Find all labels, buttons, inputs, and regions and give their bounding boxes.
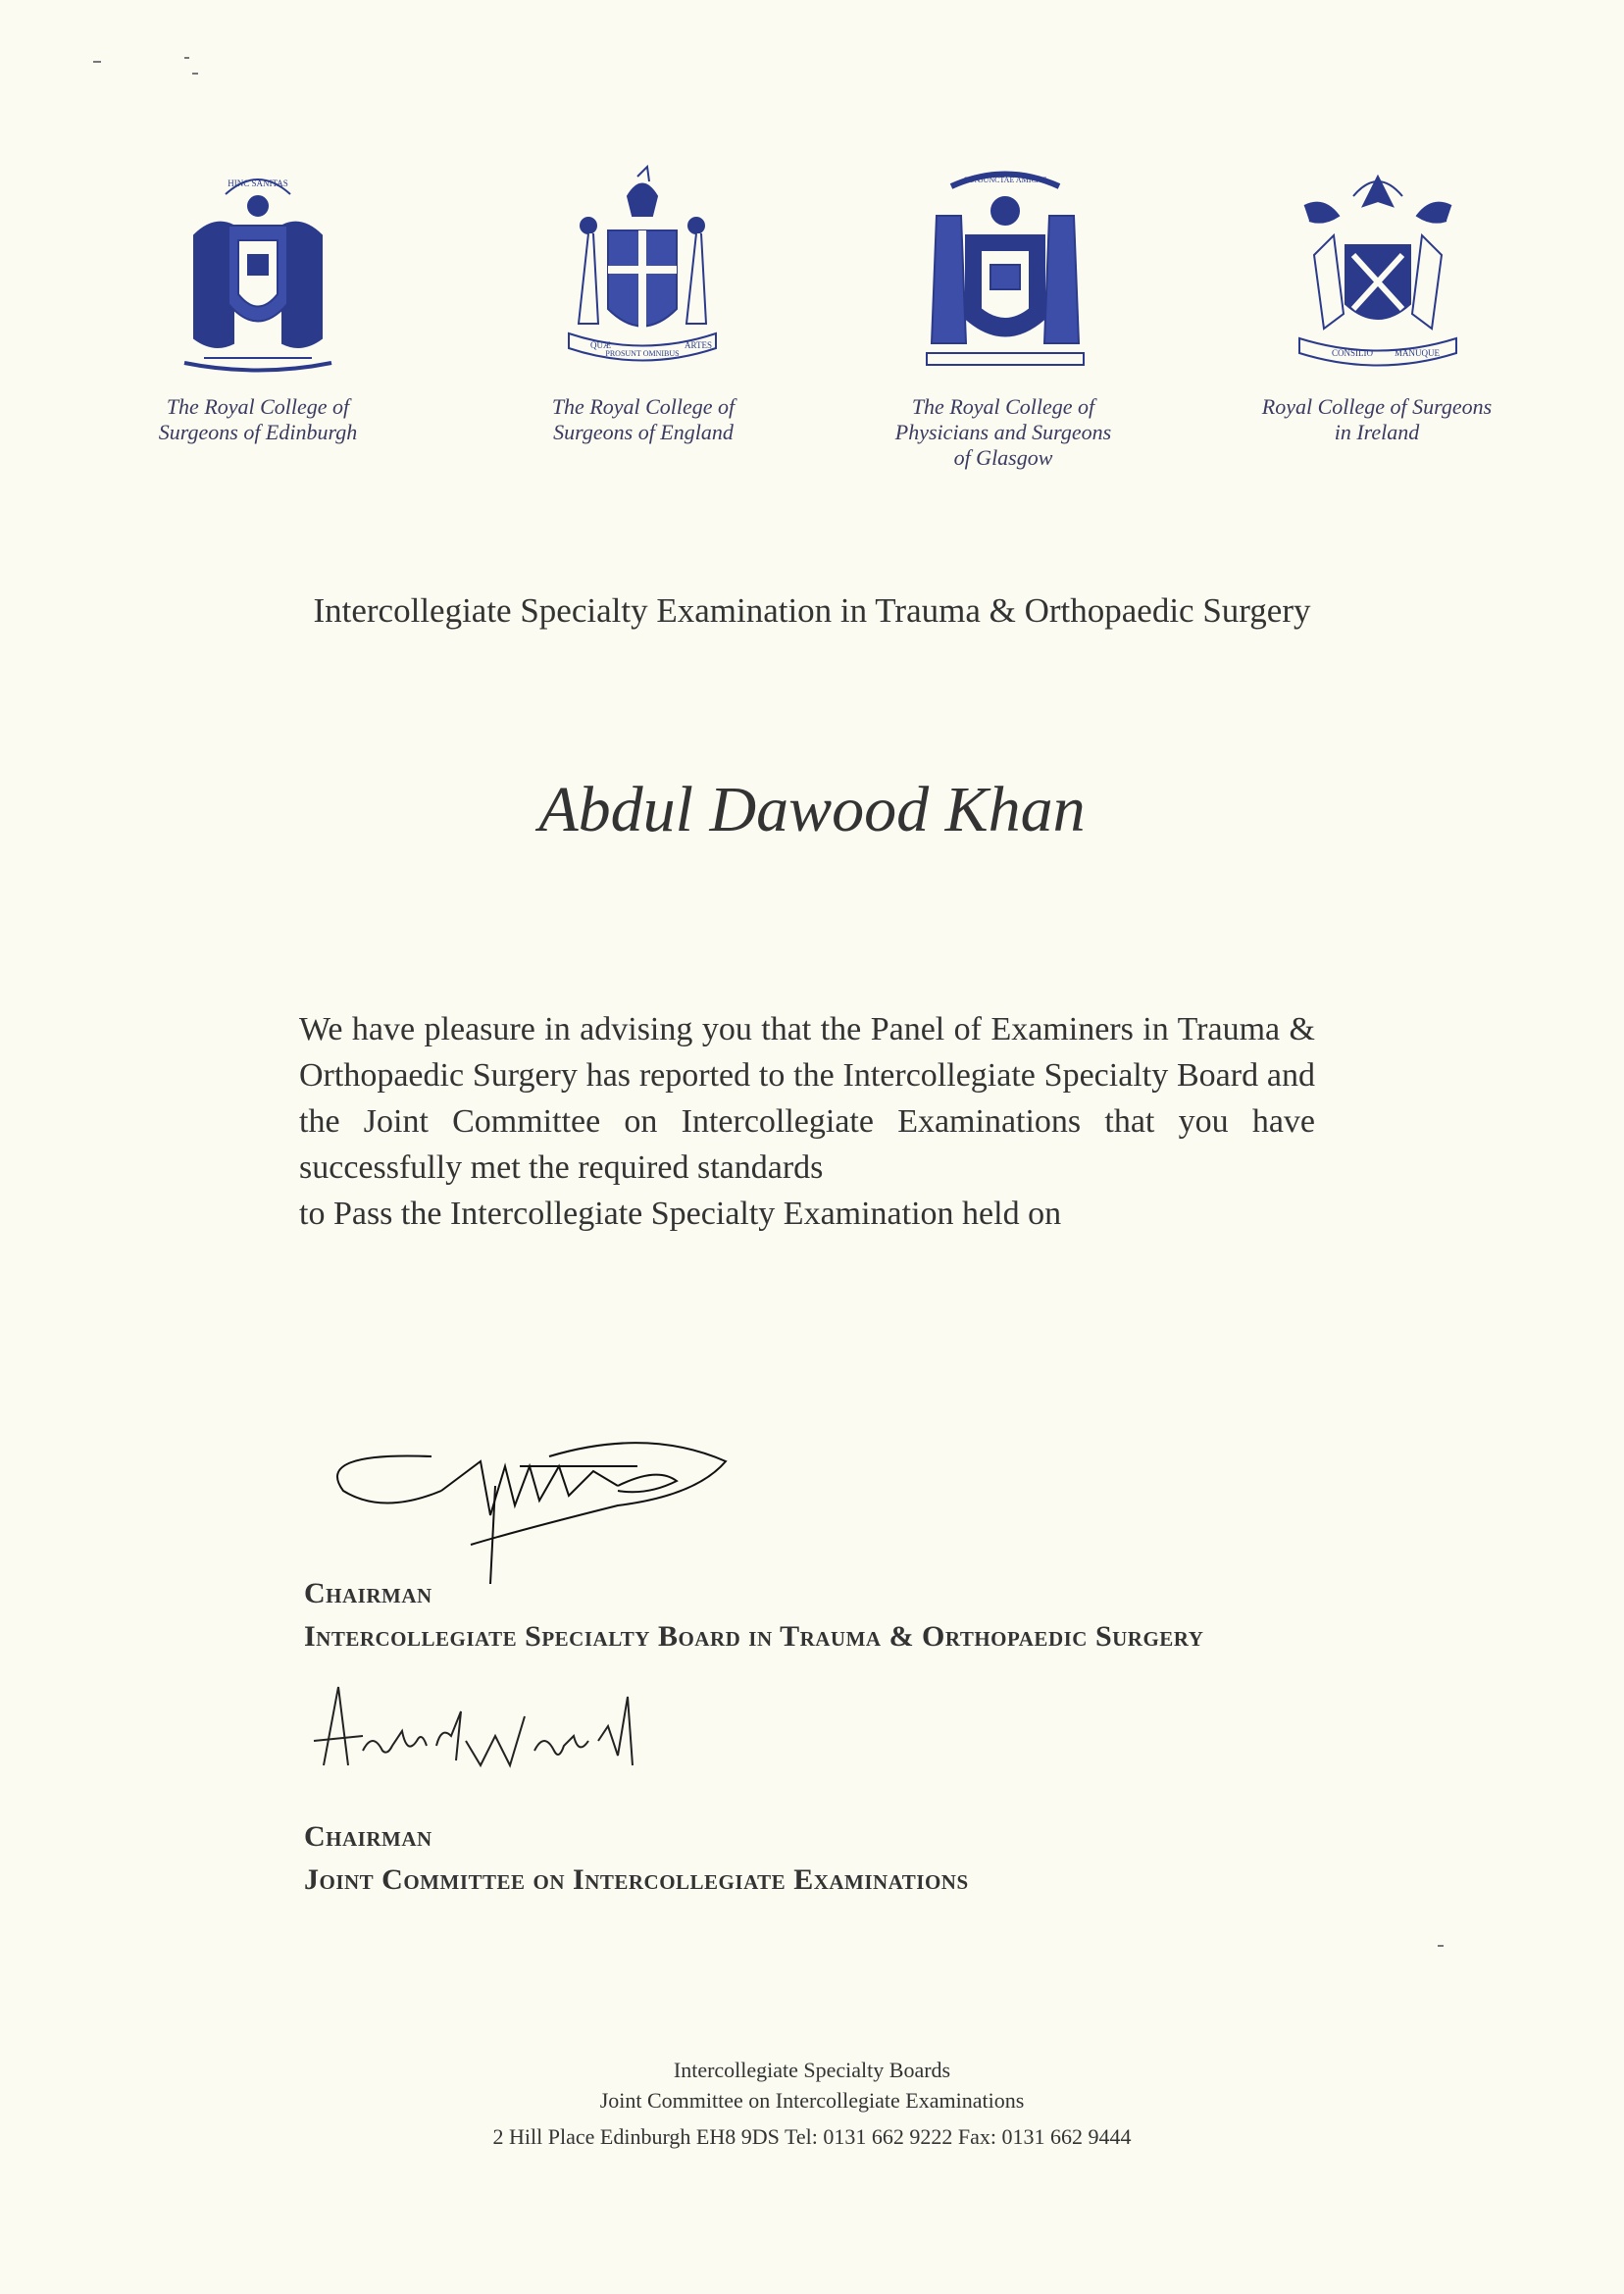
edinburgh-motto: HINC SANITAS — [228, 178, 288, 188]
college-name-line: Surgeons of England — [553, 420, 734, 444]
body-paragraph — [299, 1006, 1315, 1237]
signatory-role-2: Chairman — [304, 1820, 432, 1853]
signatory-body-2: Joint Committee on Intercollegiate Examinations — [304, 1863, 969, 1896]
college-name-england — [496, 394, 790, 445]
paper-speck — [192, 73, 198, 75]
signature-chairman-joint-committee — [294, 1657, 726, 1785]
england-motto-center: PROSUNT OMNIBUS — [605, 349, 680, 358]
exam-title: Intercollegiate Specialty Examination in Trauma & Orthopaedic Surgery — [313, 591, 1311, 630]
glasgow-motto: CONJUNCTAE AMICAE — [963, 176, 1047, 184]
paper-speck — [1438, 1945, 1444, 1947]
college-name-line: Surgeons of Edinburgh — [158, 420, 358, 444]
glasgow-crest-icon — [912, 157, 1098, 382]
college-name-line: of Glasgow — [953, 445, 1053, 470]
college-name-line: The Royal College of — [911, 394, 1095, 419]
england-crest-icon — [549, 157, 736, 382]
ireland-crest-icon — [1285, 157, 1471, 382]
paper-speck — [184, 57, 189, 59]
college-name-line: The Royal College of — [551, 394, 736, 419]
college-name-edinburgh — [111, 394, 405, 445]
ireland-motto-left: CONSILIO — [1332, 348, 1373, 358]
college-name-line: Royal College of Surgeons — [1261, 394, 1493, 419]
signature-chairman-board — [324, 1407, 814, 1584]
body-text-main: We have pleasure in advising you that the Panel of Examiners in Trauma & Orthopaedic Surgery has reported to the Intercollegiate Specialty Board and the Joint Committee on Intercollegiate Examinations that you have successfully met the required standards — [299, 1011, 1315, 1186]
signatory-role-1: Chairman — [304, 1577, 432, 1609]
college-name-line: Physicians and Surgeons — [894, 420, 1112, 444]
college-name-ireland — [1230, 394, 1524, 445]
edinburgh-crest-icon — [165, 157, 351, 382]
footer-line-1: Intercollegiate Specialty Boards — [673, 2058, 951, 2082]
college-name-glasgow — [856, 394, 1150, 471]
ireland-motto-right: MANUQUE — [1395, 348, 1440, 358]
candidate-name: Abdul Dawood Khan — [538, 774, 1086, 845]
footer-address: 2 Hill Place Edinburgh EH8 9DS Tel: 0131 662 9222 Fax: 0131 662 9444 — [492, 2124, 1132, 2149]
footer-line-2: Joint Committee on Intercollegiate Examinations — [599, 2088, 1025, 2113]
body-text-last-line: to Pass the Intercollegiate Specialty Examination held on — [299, 1196, 1062, 1232]
paper-speck — [93, 61, 101, 63]
college-name-line: in Ireland — [1334, 420, 1420, 444]
signatory-body-1: Intercollegiate Specialty Board in Trauma & Orthopaedic Surgery — [304, 1620, 1204, 1653]
england-motto-right: ARTES — [685, 340, 712, 350]
england-motto-left: QUÆ — [590, 340, 612, 350]
college-name-line: The Royal College of — [166, 394, 350, 419]
